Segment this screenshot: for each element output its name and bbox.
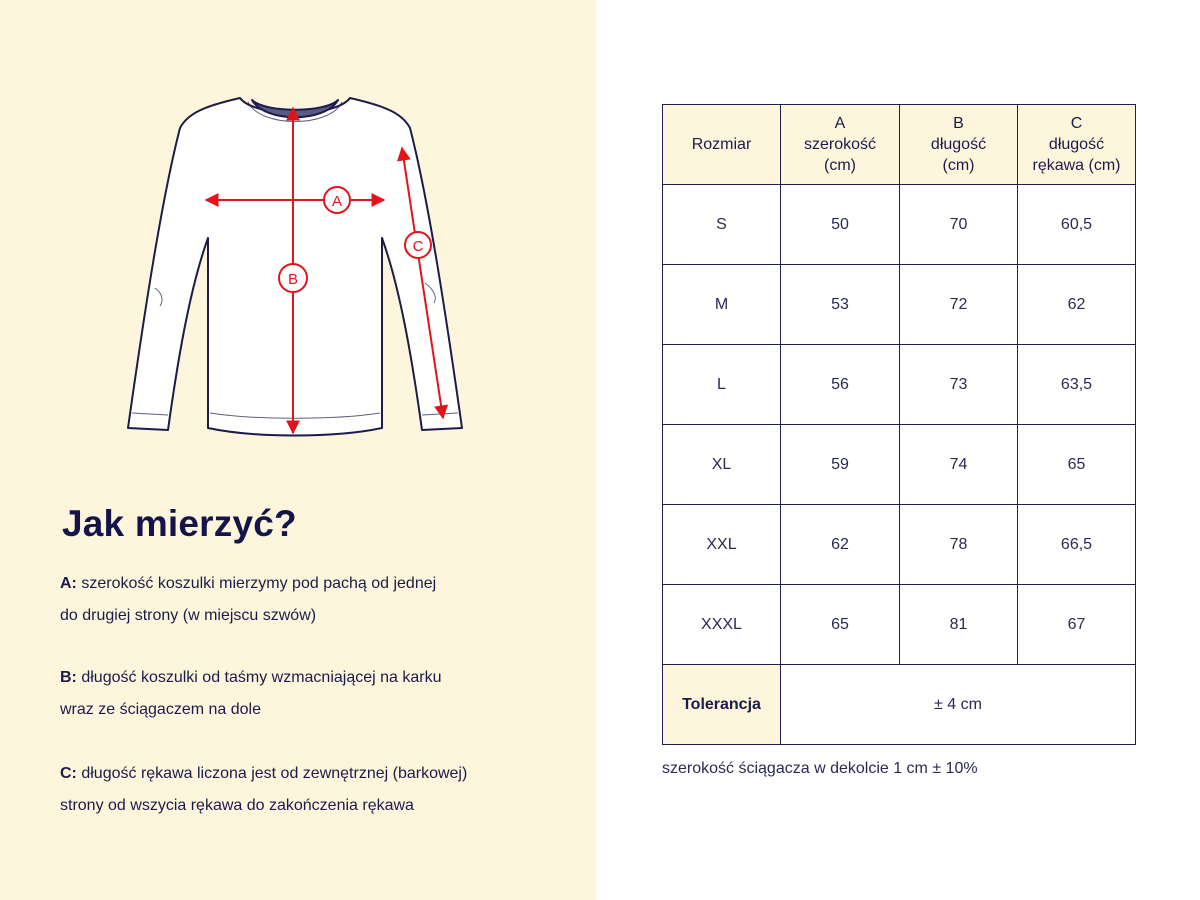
cell-size: M [663, 265, 781, 345]
instruction-b-line2: wraz ze ściągaczem na dole [60, 701, 261, 718]
instruction-c-key: C: [60, 765, 77, 782]
cell-b: 72 [900, 265, 1018, 345]
table-row [663, 585, 1136, 665]
cell-a: 56 [781, 345, 900, 425]
cell-a: 62 [781, 505, 900, 585]
table-row [663, 425, 1136, 505]
instruction-a-line2: do drugiej strony (w miejscu szwów) [60, 607, 317, 624]
cell-size: L [663, 345, 781, 425]
svg-text:A: A [331, 193, 343, 210]
instruction-a [60, 568, 580, 632]
header-c: C długość rękawa (cm) [1018, 105, 1136, 185]
instruction-c-line1: długość rękawa liczona jest od zewnętrznej (barkowej) [81, 765, 468, 782]
cell-c: 66,5 [1018, 505, 1136, 585]
shirt-diagram [120, 88, 470, 448]
header-b: B długość (cm) [900, 105, 1018, 185]
size-table [662, 104, 1136, 745]
left-panel [0, 0, 596, 900]
table-header-row [663, 105, 1136, 185]
cell-b: 78 [900, 505, 1018, 585]
cell-a: 65 [781, 585, 900, 665]
tolerance-row [663, 665, 1136, 745]
cell-b: 73 [900, 345, 1018, 425]
cell-c: 67 [1018, 585, 1136, 665]
cell-c: 63,5 [1018, 345, 1136, 425]
cell-b: 74 [900, 425, 1018, 505]
page-title: Jak mierzyć? [62, 503, 297, 544]
label-a-badge [324, 187, 350, 213]
header-size: Rozmiar [663, 105, 781, 185]
table-row [663, 505, 1136, 585]
cell-a: 59 [781, 425, 900, 505]
instruction-a-key: A: [60, 575, 77, 592]
tolerance-label: Tolerancja [663, 665, 781, 745]
table-row [663, 265, 1136, 345]
header-a: A szerokość (cm) [781, 105, 900, 185]
cell-size: S [663, 185, 781, 265]
collar-note: szerokość ściągacza w dekolcie 1 cm ± 10% [662, 760, 978, 777]
instruction-b-key: B: [60, 669, 77, 686]
cell-size: XL [663, 425, 781, 505]
svg-text:C: C [412, 238, 424, 255]
instruction-b-line1: długość koszulki od taśmy wzmacniającej na karku [81, 669, 442, 686]
cell-a: 53 [781, 265, 900, 345]
cell-c: 65 [1018, 425, 1136, 505]
instruction-c-line2: strony od wszycia rękawa do zakończenia rękawa [60, 797, 414, 814]
instruction-c [60, 758, 580, 822]
instruction-a-line1: szerokość koszulki mierzymy pod pachą od jednej [81, 575, 437, 592]
tolerance-value: ± 4 cm [781, 665, 1136, 745]
cell-size: XXL [663, 505, 781, 585]
svg-text:B: B [287, 271, 299, 288]
label-b-badge [279, 264, 307, 292]
cell-size: XXXL [663, 585, 781, 665]
table-row [663, 345, 1136, 425]
cell-c: 62 [1018, 265, 1136, 345]
label-c-badge [405, 232, 431, 258]
cell-a: 50 [781, 185, 900, 265]
cell-b: 81 [900, 585, 1018, 665]
cell-b: 70 [900, 185, 1018, 265]
table-row [663, 185, 1136, 265]
instruction-b [60, 662, 580, 726]
cell-c: 60,5 [1018, 185, 1136, 265]
